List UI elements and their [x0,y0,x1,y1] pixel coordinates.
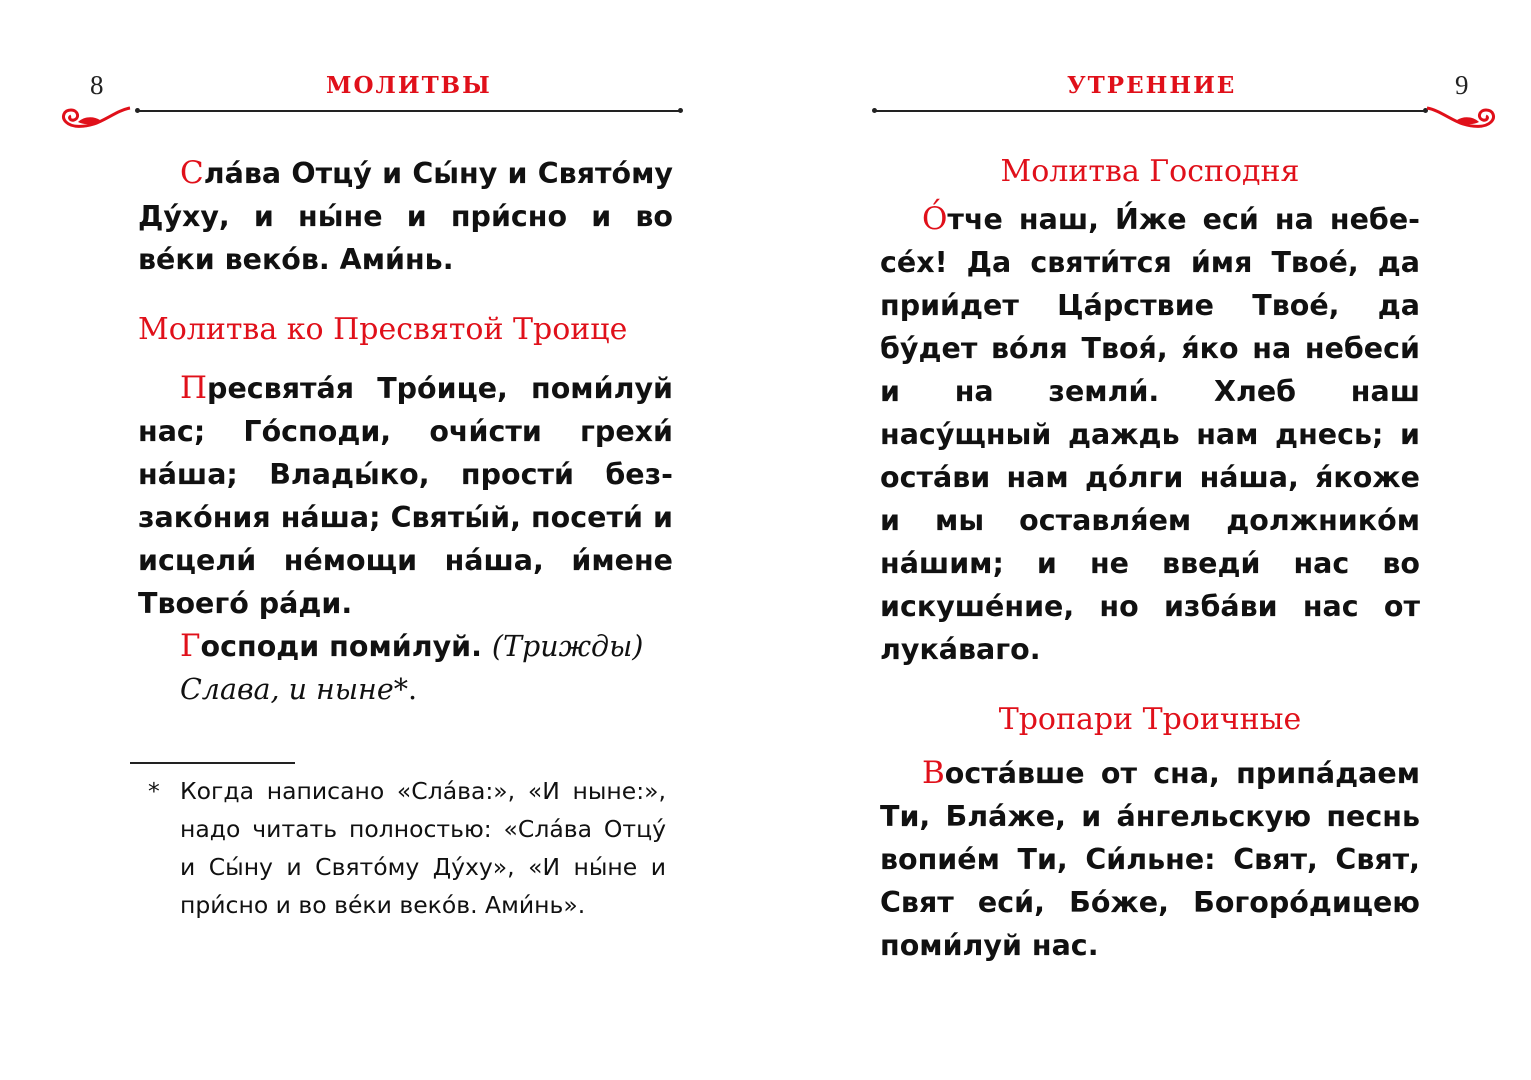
footnote-reference: *. [393,673,417,706]
drop-initial: П [180,370,208,406]
left-page [0,0,765,1080]
rubric-text: Слава, и ныне [180,673,394,706]
paragraph-text: осподи поми́луй. [200,630,482,663]
footnote-mark: * [148,777,160,805]
header-rule [138,110,680,112]
paragraph-glory [138,152,673,281]
section-heading: Молитва ко Пресвятой Троице [138,312,628,347]
paragraph-lord-have-mercy [138,625,673,668]
drop-initial: Г [180,628,201,664]
running-head: МОЛИТВЫ [326,72,492,99]
page-number: 9 [1455,70,1469,100]
heading-block [880,150,1420,193]
page-number: 8 [90,70,104,100]
paragraph-text: тче наш, И́же еси́ на небесе́х! Да святи́тся и́мя Твое́, да прии́дет Ца́рствие Твое́, да бу́дет во́ля Твоя́, я́ко на небеси́ и на земли́. Хлеб наш насу́щный даждь нам днесь; и оста́ви нам до́лги на́ша, я́коже и мы оставля́ем должнико́м на́шим; и не введи́ нас во искуше́ние, но изба́ви нас от лука́ваго. [880,203,1420,666]
troparia-column [880,752,1420,967]
trinity-prayer-column [138,367,673,711]
heading-block [138,308,673,351]
section-heading-lords-prayer: Молитва Господня [1000,154,1300,189]
paragraph-trinity [138,367,673,625]
right-page [765,0,1531,1080]
rubric-thrice: (Трижды) [491,630,644,663]
paragraph-our-father [880,198,1420,671]
rubric-glory-now [138,668,673,711]
ornament-icon [58,98,136,138]
paragraph-text: ла́ва Отцу́ и Сы́ну и Свято́му Ду́ху, и ны́не и при́сно и во ве́ки веко́в. Ами́нь. [138,157,673,276]
running-head: УТРЕННИЕ [1067,72,1237,99]
footnote-text: Когда написано «Сла́ва:», «И ныне:», надо читать полностью: «Сла́ва Отцу́ и Сы́ну и Свято́му Ду́ху», «И ны́не и при́сно и во ве́ки веко́в. Ами́нь». [180,777,666,919]
header-rule [875,110,1425,112]
section-heading-troparia: Тропари Троичные [998,702,1302,737]
paragraph-troparion [880,752,1420,967]
paragraph-text: ресвята́я Тро́ице, поми́луй нас; Го́споди, очи́сти грехи́ на́ша; Влады́ко, прости́ беззако́ния на́ша; Святы́й, посети́ и исцели́ не́мощи на́ша, и́мене Твоего́ ра́ди. [138,372,673,620]
drop-initial: О́ [922,201,948,237]
lords-prayer-column [880,198,1420,671]
paragraph-text: оста́вше от сна, припа́даем Ти, Бла́же, и а́нгельскую песнь вопие́м Ти, Си́льне: Свят, Свят, Свят еси́, Бо́же, Богоро́дицею поми́луй нас. [880,757,1420,962]
drop-initial: С [180,155,204,191]
main-text-column [138,152,673,281]
drop-initial: В [922,755,945,791]
ornament-icon [1421,98,1499,138]
heading-block [880,698,1420,741]
footnote [150,772,666,924]
footnote-rule [130,762,295,764]
